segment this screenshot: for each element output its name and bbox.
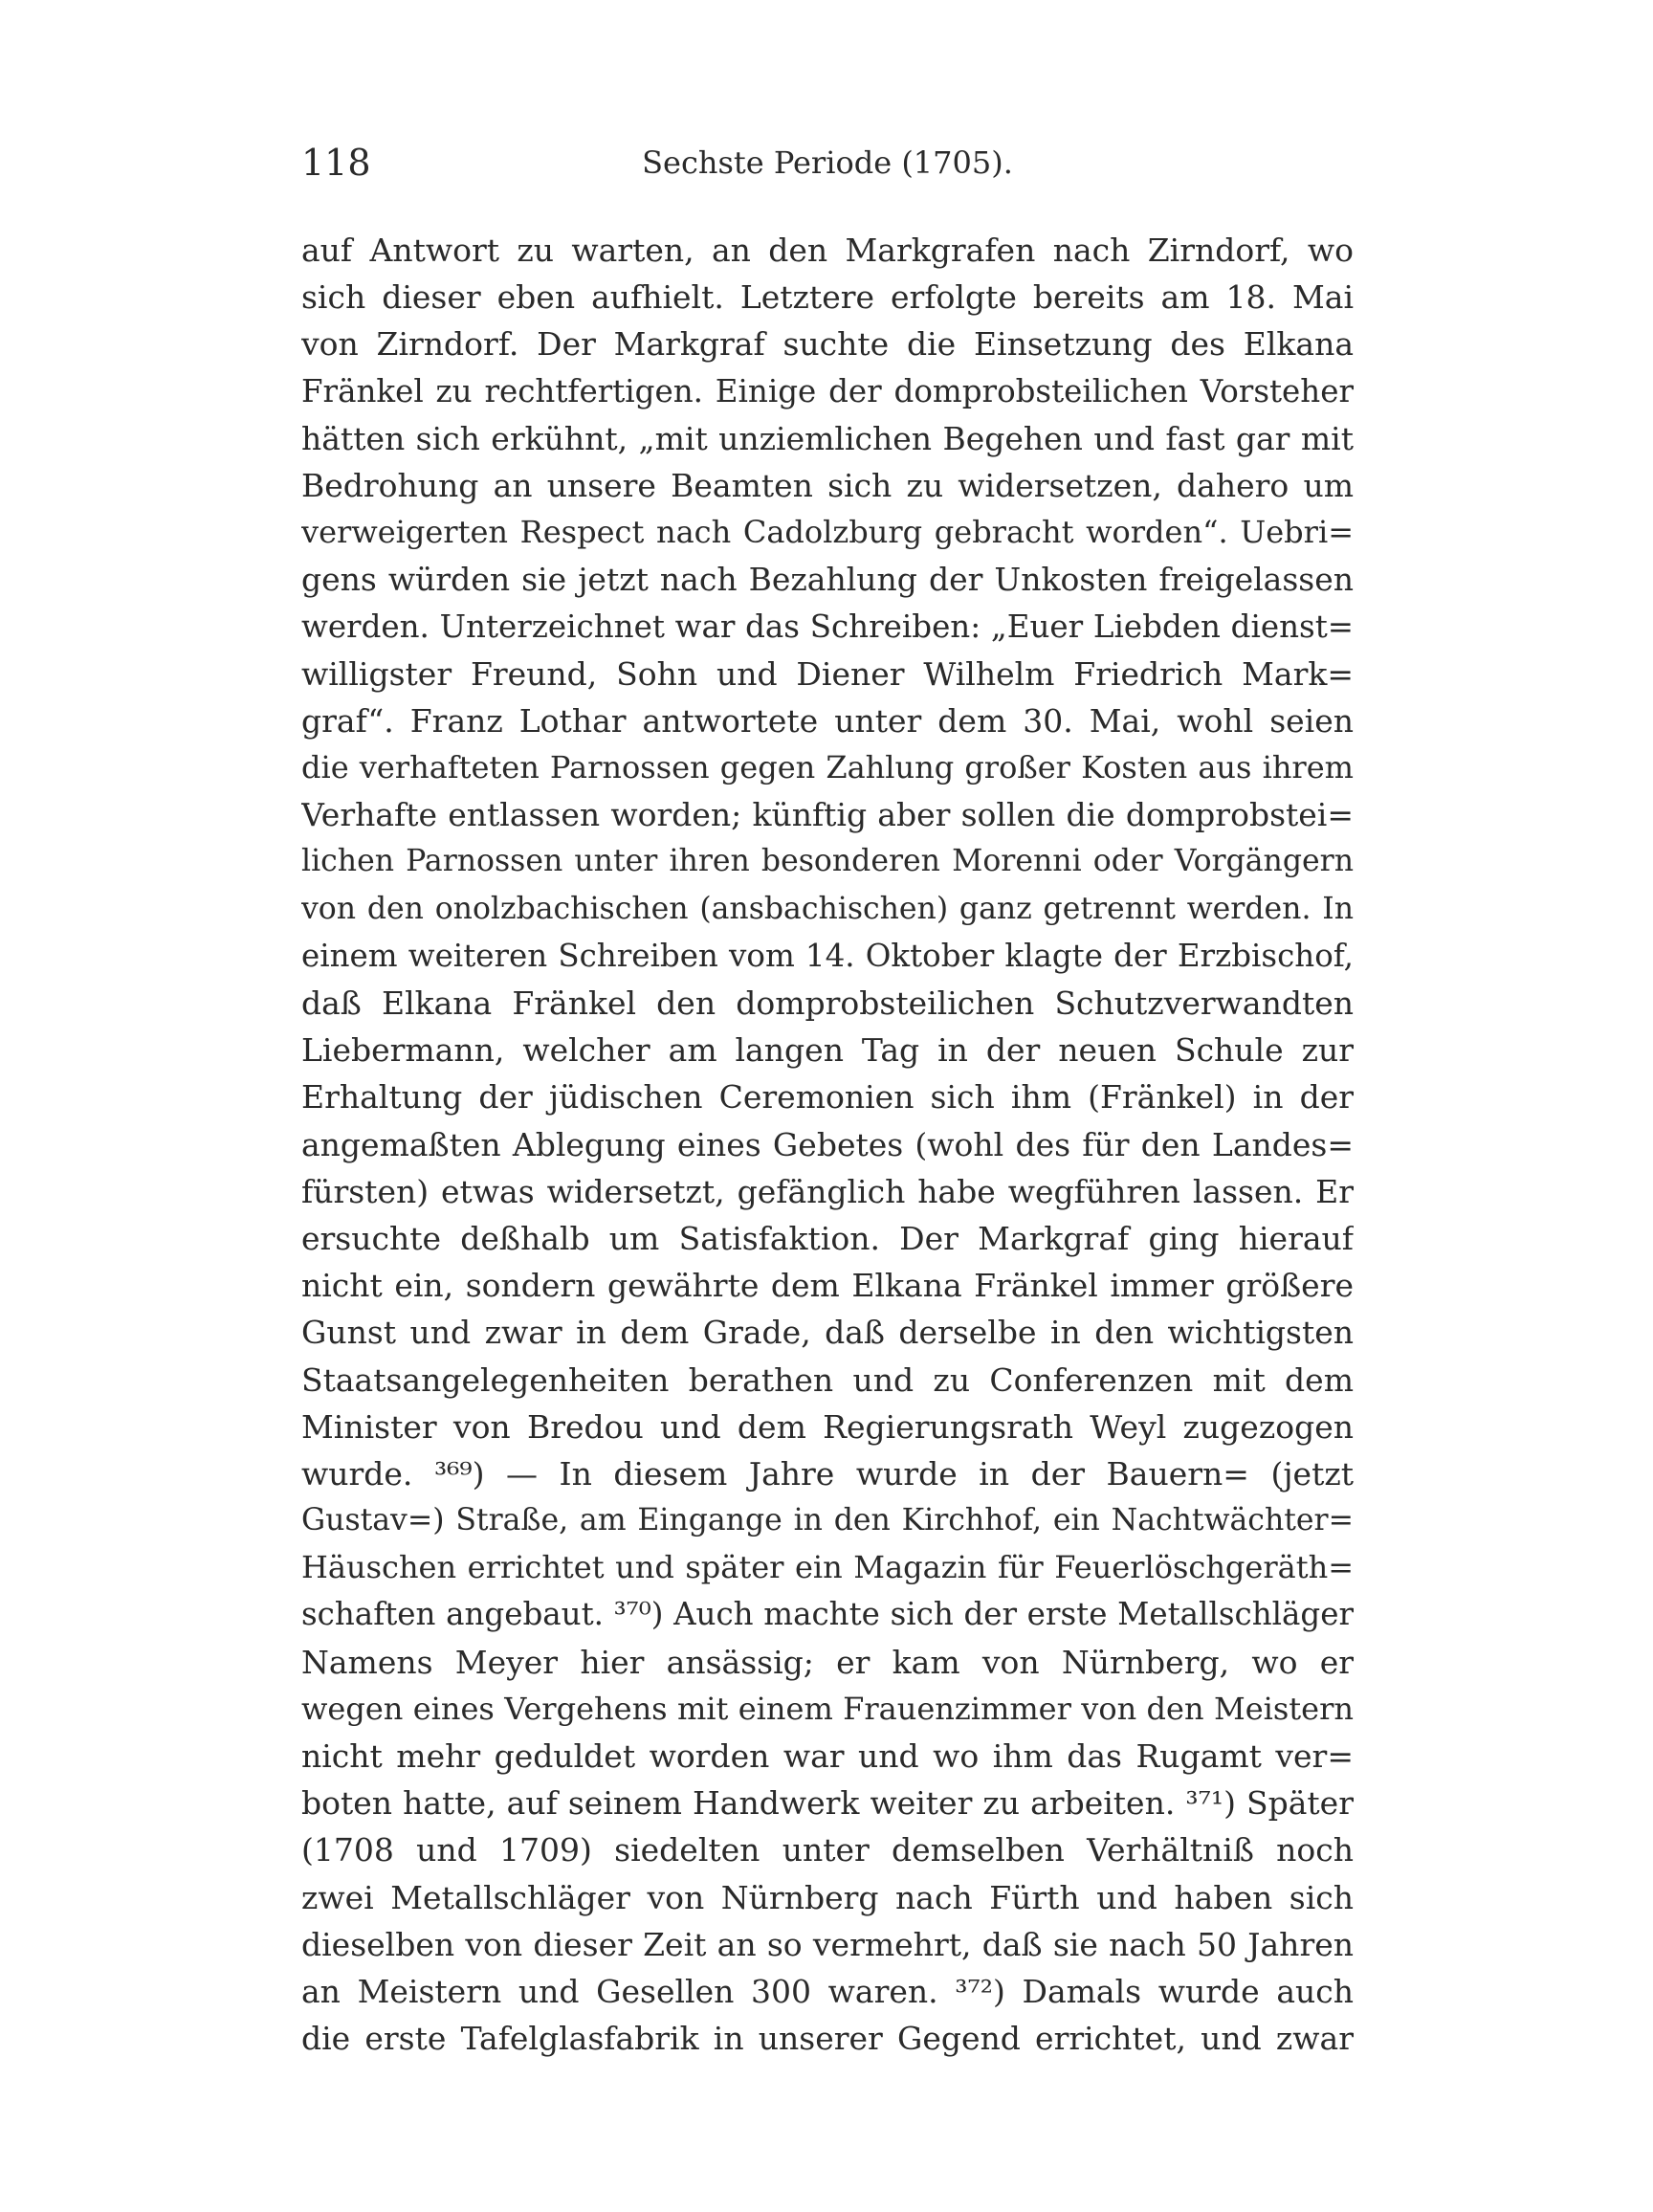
text-line: auf Antwort zu warten, an den Markgrafen nach Zirndorf, wo [301,232,1354,269]
text-line: wurde. ³⁶⁹) — In diesem Jahre wurde in der Bauern= (jetzt [301,1454,1354,1493]
text-line: (1708 und 1709) siedelten unter demselben Verhältniß noch [301,1831,1354,1869]
text-line: schaften angebaut. ³⁷⁰) Auch machte sich der erste Metallschläger [301,1596,1354,1633]
text-line: zwei Metallschläger von Nürnberg nach Fürth und haben sich [301,1878,1354,1916]
text-line: lichen Parnossen unter ihren besonderen Morenni oder Vorgängern [301,844,1354,879]
text-line: nicht ein, sondern gewährte dem Elkana Fränkel immer größere [301,1267,1354,1305]
text-line: fürsten) etwas widersetzt, gefänglich habe wegführen lassen. Er [301,1172,1354,1210]
text-line: Erhaltung der jüdischen Ceremonien sich ihm (Fränkel) in der [301,1078,1354,1117]
text-line: Verhafte entlassen worden; künftig aber sollen die domprobstei= [301,796,1354,834]
text-line: an Meistern und Gesellen 300 waren. ³⁷²) Damals wurde auch [301,1972,1354,2010]
text-line: wegen eines Vergehens mit einem Frauenzimmer von den Meistern [301,1690,1354,1727]
text-line: werden. Unterzeichnet war das Schreiben: „Euer Liebden dienst= [301,608,1354,645]
text-line: dieselben von dieser Zeit an so vermehrt, daß sie nach 50 Jahren [301,1925,1354,1963]
text-line: nicht mehr geduldet worden war und wo ihm das Rugamt ver= [301,1737,1354,1775]
running-head: Sechste Periode (1705). [642,144,1013,181]
page-header [301,134,1354,191]
text-line: Gunst und zwar in dem Grade, daß derselbe in den wichtigsten [301,1314,1354,1352]
text-line: boten hatte, auf seinem Handwerk weiter zu arbeiten. ³⁷¹) Später [301,1784,1354,1823]
text-line: angemaßten Ablegung eines Gebetes (wohl des für den Landes= [301,1125,1354,1163]
text-line: hätten sich erkühnt, „mit unziemlichen Begehen und fast gar mit [301,419,1354,457]
text-line: Fränkel zu rechtfertigen. Einige der domprobsteilichen Vorsteher [301,372,1354,409]
text-line: graf“. Franz Lothar antwortete unter dem 30. Mai, wohl seien [301,701,1354,740]
text-line: einem weiteren Schreiben vom 14. Oktober klagte der Erzbischof, [301,937,1354,974]
text-line: Häuschen errichtet und später ein Magazin für Feuerlöschgeräth= [301,1549,1354,1586]
text-line: die verhafteten Parnossen gegen Zahlung großer Kosten aus ihrem [301,749,1354,786]
text-line: von den onolzbachischen (ansbachischen) ganz getrennt werden. In [301,891,1354,926]
text-line: sich dieser eben aufhielt. Letztere erfolgte bereits am 18. Mai [301,278,1354,317]
text-line: Minister von Bredou und dem Regierungsrath Weyl zugezogen [301,1407,1354,1446]
text-line: Namens Meyer hier ansässig; er kam von Nürnberg, wo er [301,1643,1354,1681]
text-line: Liebermann, welcher am langen Tag in der neuen Schule zur [301,1031,1354,1070]
text-line: willigster Freund, Sohn und Diener Wilhelm Friedrich Mark= [301,654,1354,693]
text-line: daß Elkana Fränkel den domprobsteilichen Schutzverwandten [301,984,1354,1022]
text-line: ersuchte deßhalb um Satisfaktion. Der Markgraf ging hierauf [301,1219,1354,1257]
text-line: verweigerten Respect nach Cadolzburg gebracht worden“. Uebri= [301,514,1354,551]
text-line: Gustav=) Straße, am Eingange in den Kirchhof, ein Nachtwächter= [301,1503,1354,1538]
text-line: Staatsangelegenheiten berathen und zu Conferenzen mit dem [301,1360,1354,1399]
text-line: Bedrohung an unsere Beamten sich zu widersetzen, dahero um [301,466,1354,504]
body-text [301,227,1354,2062]
text-line: gens würden sie jetzt nach Bezahlung der Unkosten freigelassen [301,561,1354,599]
page-number: 118 [301,142,371,184]
text-line: von Zirndorf. Der Markgraf suchte die Einsetzung des Elkana [301,325,1354,364]
text-line: die erste Tafelglasfabrik in unserer Gegend errichtet, und zwar [301,2020,1354,2058]
